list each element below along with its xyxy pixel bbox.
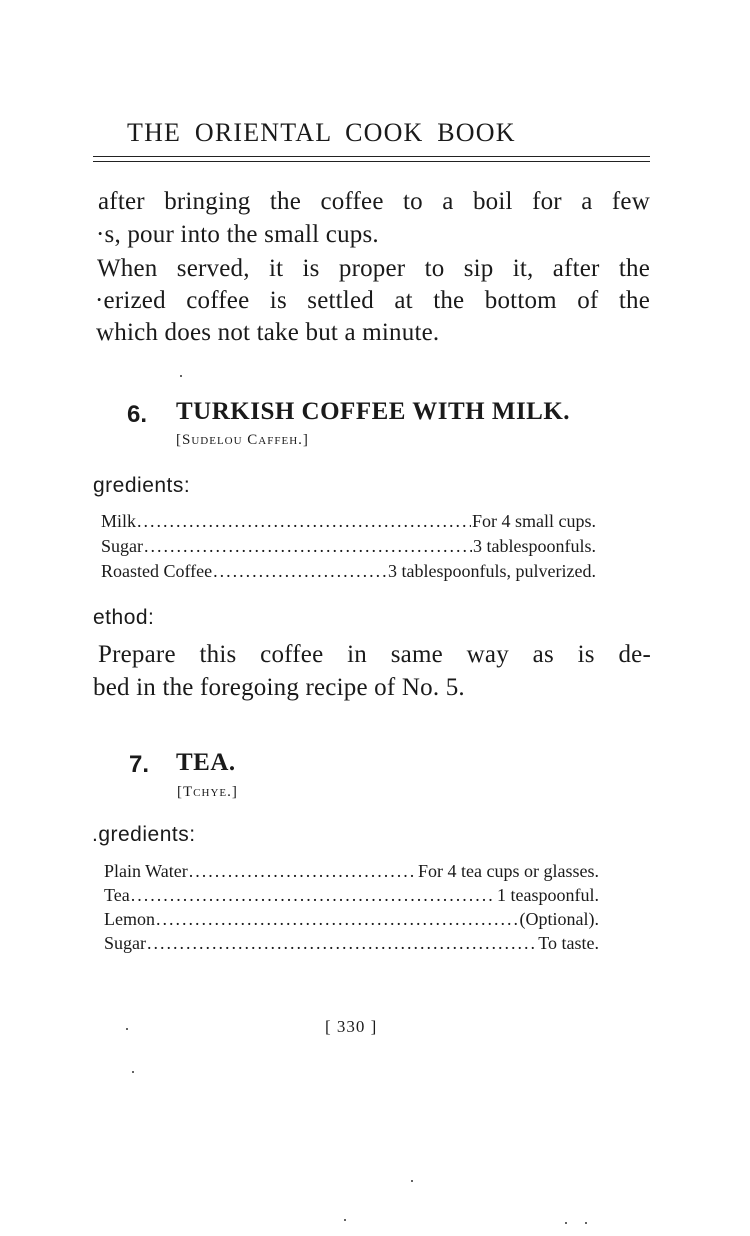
intro-line-5: which does not take but a minute. [96, 319, 440, 346]
recipe-6-number: 6. [127, 401, 148, 428]
scan-speck [126, 1028, 128, 1030]
dot-leader [131, 885, 496, 906]
intro-line-3: When served, it is proper to sip it, after the [97, 255, 650, 282]
ingredient-amount: To taste. [538, 933, 599, 953]
scan-speck [565, 1222, 567, 1224]
ingredient-name: Sugar [104, 933, 146, 953]
recipe-6-title: TURKISH COFFEE WITH MILK. [176, 398, 571, 425]
recipe-6-method-line-2: bed in the foregoing recipe of No. 5. [93, 674, 465, 701]
ingredient-name: Plain Water [104, 861, 188, 881]
ingredient-amount: For 4 tea cups or glasses. [418, 861, 599, 881]
recipe-6-method-line-1: Prepare this coffee in same way as is de- [98, 641, 651, 668]
ingredient-row [104, 933, 599, 954]
scan-speck [132, 1071, 134, 1073]
recipe-6-native-name: [Sudelou Caffeh.] [176, 432, 309, 448]
scan-speck [344, 1219, 346, 1221]
ingredient-row [104, 909, 599, 930]
ingredient-amount: (Optional). [519, 909, 599, 929]
ingredient-row [104, 885, 599, 906]
dot-leader [147, 933, 537, 954]
ingredient-amount: 3 tablespoonfuls. [473, 536, 596, 556]
intro-line-4: ·erized coffee is settled at the bottom of the [95, 287, 650, 314]
scan-speck [585, 1222, 587, 1224]
ingredient-name: Lemon [104, 909, 155, 929]
header-rule-top [93, 156, 650, 157]
recipe-6-ingredients-label: gredients: [93, 474, 191, 497]
ingredient-name: Sugar [101, 536, 143, 556]
dot-leader [144, 536, 472, 557]
header-rule-bottom [93, 161, 650, 162]
intro-line-1: after bringing the coffee to a boil for a few [98, 188, 650, 215]
ingredient-name: Milk [101, 511, 137, 531]
dot-leader [156, 909, 519, 930]
ingredient-amount: 3 tablespoonfuls, pulverized. [388, 561, 596, 581]
dot-leader [137, 511, 471, 532]
dot-leader [189, 861, 417, 882]
recipe-6-method-label: ethod: [93, 606, 155, 629]
page-number: [ 330 ] [325, 1017, 378, 1036]
intro-line-2: ·s, pour into the small cups. [96, 221, 379, 248]
recipe-7-native-name: [Tchye.] [177, 784, 238, 800]
recipe-7-ingredients-label: .gredients: [92, 823, 196, 846]
recipe-7-number: 7. [129, 751, 150, 778]
ingredient-amount: For 4 small cups. [472, 511, 596, 531]
ingredient-row [101, 561, 596, 582]
ingredient-name: Tea [104, 885, 130, 905]
ingredient-amount: 1 teaspoonful. [497, 885, 599, 905]
ingredient-name: Roasted Coffee [101, 561, 213, 581]
scan-speck [411, 1180, 413, 1182]
running-head: THE ORIENTAL COOK BOOK [127, 118, 516, 147]
recipe-7-title: TEA. [176, 749, 236, 776]
dot-leader [213, 561, 387, 582]
ingredient-row [101, 536, 596, 557]
scan-speck [180, 375, 182, 377]
ingredient-row [101, 511, 596, 532]
ingredient-row [104, 861, 599, 882]
